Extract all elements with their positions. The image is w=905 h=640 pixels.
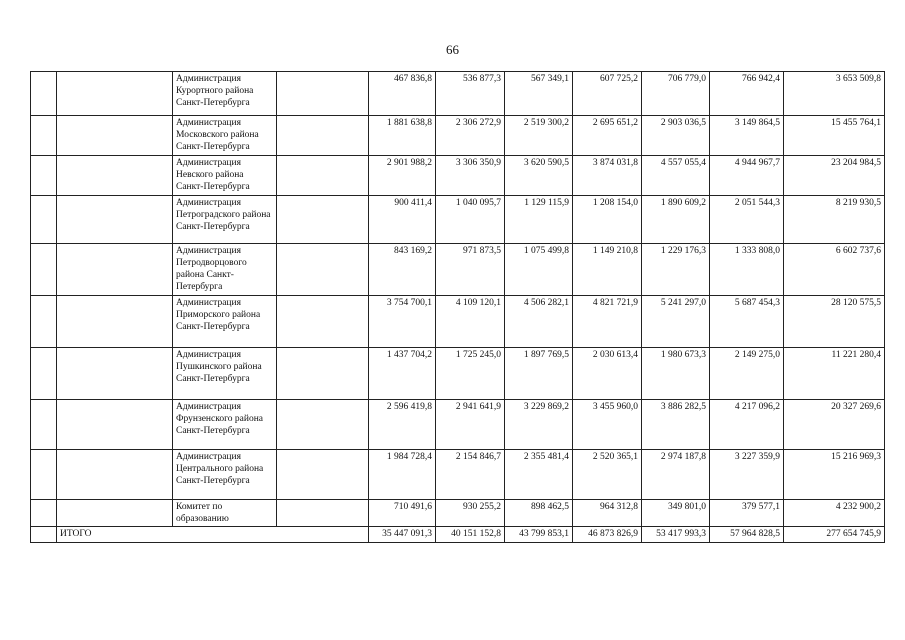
value-cell: 567 349,1 [505,72,573,116]
blank-cell [277,72,369,116]
table-row [31,72,885,116]
value-cell: 349 801,0 [642,500,710,527]
value-cell: 607 725,2 [573,72,642,116]
organization-name: Комитет по образованию [173,500,277,527]
value-cell: 3 653 509,8 [784,72,885,116]
table-row [31,244,885,296]
table-row [31,500,885,527]
value-cell: 971 873,5 [436,244,505,296]
value-cell: 20 327 269,6 [784,400,885,450]
table-row [31,156,885,196]
value-cell: 2 355 481,4 [505,450,573,500]
value-cell: 3 149 864,5 [710,116,784,156]
blank-cell [277,156,369,196]
organization-name: Администрация Петродворцового района Санкт-Петербурга [173,244,277,296]
value-cell: 2 901 988,2 [369,156,436,196]
total-row [31,527,885,543]
total-label: ИТОГО [57,527,369,543]
value-cell: 15 216 969,3 [784,450,885,500]
value-cell: 15 455 764,1 [784,116,885,156]
value-cell: 4 821 721,9 [573,296,642,348]
blank-cell [31,156,57,196]
value-cell: 1 129 115,9 [505,196,573,244]
value-cell: 898 462,5 [505,500,573,527]
value-cell: 2 051 544,3 [710,196,784,244]
value-cell: 1 208 154,0 [573,196,642,244]
value-cell: 1 437 704,2 [369,348,436,400]
value-cell: 8 219 930,5 [784,196,885,244]
total-value-cell: 43 799 853,1 [505,527,573,543]
blank-cell [277,116,369,156]
total-value-cell: 57 964 828,5 [710,527,784,543]
value-cell: 2 596 419,8 [369,400,436,450]
blank-cell [57,244,173,296]
organization-name: Администрация Фрунзенского района Санкт-Петербурга [173,400,277,450]
value-cell: 1 890 609,2 [642,196,710,244]
value-cell: 379 577,1 [710,500,784,527]
table-row [31,116,885,156]
page-number: 66 [446,42,459,57]
value-cell: 4 944 967,7 [710,156,784,196]
value-cell: 2 520 365,1 [573,450,642,500]
blank-cell [57,296,173,348]
value-cell: 3 886 282,5 [642,400,710,450]
table-row [31,196,885,244]
blank-cell [57,156,173,196]
value-cell: 3 874 031,8 [573,156,642,196]
value-cell: 706 779,0 [642,72,710,116]
value-cell: 1 333 808,0 [710,244,784,296]
value-cell: 843 169,2 [369,244,436,296]
budget-table [30,71,885,543]
blank-cell [277,500,369,527]
value-cell: 930 255,2 [436,500,505,527]
value-cell: 2 030 613,4 [573,348,642,400]
value-cell: 3 754 700,1 [369,296,436,348]
blank-cell [277,400,369,450]
table-row [31,400,885,450]
blank-cell [31,296,57,348]
value-cell: 11 221 280,4 [784,348,885,400]
table-row [31,450,885,500]
blank-cell [31,196,57,244]
value-cell: 1 881 638,8 [369,116,436,156]
value-cell: 3 229 869,2 [505,400,573,450]
value-cell: 4 109 120,1 [436,296,505,348]
value-cell: 1 040 095,7 [436,196,505,244]
total-value-cell: 40 151 152,8 [436,527,505,543]
table-row [31,348,885,400]
value-cell: 1 725 245,0 [436,348,505,400]
blank-cell [57,400,173,450]
blank-cell [57,116,173,156]
value-cell: 23 204 984,5 [784,156,885,196]
total-value-cell: 46 873 826,9 [573,527,642,543]
total-value-cell: 277 654 745,9 [784,527,885,543]
value-cell: 2 149 275,0 [710,348,784,400]
blank-cell [57,500,173,527]
value-cell: 2 974 187,8 [642,450,710,500]
table-body [31,72,885,543]
value-cell: 4 232 900,2 [784,500,885,527]
blank-cell [31,116,57,156]
value-cell: 467 836,8 [369,72,436,116]
organization-name: Администрация Невского района Санкт-Петербурга [173,156,277,196]
value-cell: 5 241 297,0 [642,296,710,348]
blank-cell [31,244,57,296]
value-cell: 6 602 737,6 [784,244,885,296]
organization-name: Администрация Центрального района Санкт-Петербурга [173,450,277,500]
blank-cell [57,450,173,500]
blank-cell [277,244,369,296]
value-cell: 710 491,6 [369,500,436,527]
organization-name: Администрация Петроградского района Санкт-Петербурга [173,196,277,244]
value-cell: 1 075 499,8 [505,244,573,296]
value-cell: 2 154 846,7 [436,450,505,500]
organization-name: Администрация Курортного района Санкт-Петербурга [173,72,277,116]
blank-cell [31,450,57,500]
value-cell: 4 557 055,4 [642,156,710,196]
blank-cell [57,196,173,244]
value-cell: 1 229 176,3 [642,244,710,296]
blank-cell [31,348,57,400]
organization-name: Администрация Московского района Санкт-Петербурга [173,116,277,156]
blank-cell [57,348,173,400]
blank-cell [277,450,369,500]
value-cell: 1 980 673,3 [642,348,710,400]
blank-cell [277,196,369,244]
value-cell: 2 306 272,9 [436,116,505,156]
blank-cell [31,500,57,527]
total-value-cell: 53 417 993,3 [642,527,710,543]
value-cell: 28 120 575,5 [784,296,885,348]
value-cell: 4 506 282,1 [505,296,573,348]
value-cell: 2 519 300,2 [505,116,573,156]
value-cell: 964 312,8 [573,500,642,527]
value-cell: 3 620 590,5 [505,156,573,196]
value-cell: 1 149 210,8 [573,244,642,296]
value-cell: 1 897 769,5 [505,348,573,400]
organization-name: Администрация Приморского района Санкт-Петербурга [173,296,277,348]
blank-cell [31,72,57,116]
value-cell: 3 455 960,0 [573,400,642,450]
value-cell: 2 941 641,9 [436,400,505,450]
value-cell: 2 903 036,5 [642,116,710,156]
blank-cell [277,348,369,400]
blank-cell [277,296,369,348]
table-row [31,296,885,348]
value-cell: 3 306 350,9 [436,156,505,196]
value-cell: 1 984 728,4 [369,450,436,500]
value-cell: 3 227 359,9 [710,450,784,500]
value-cell: 900 411,4 [369,196,436,244]
value-cell: 4 217 096,2 [710,400,784,450]
total-value-cell: 35 447 091,3 [369,527,436,543]
value-cell: 2 695 651,2 [573,116,642,156]
value-cell: 536 877,3 [436,72,505,116]
value-cell: 766 942,4 [710,72,784,116]
blank-cell [31,400,57,450]
blank-cell [57,72,173,116]
value-cell: 5 687 454,3 [710,296,784,348]
blank-cell [31,527,57,543]
organization-name: Администрация Пушкинского района Санкт-Петербурга [173,348,277,400]
